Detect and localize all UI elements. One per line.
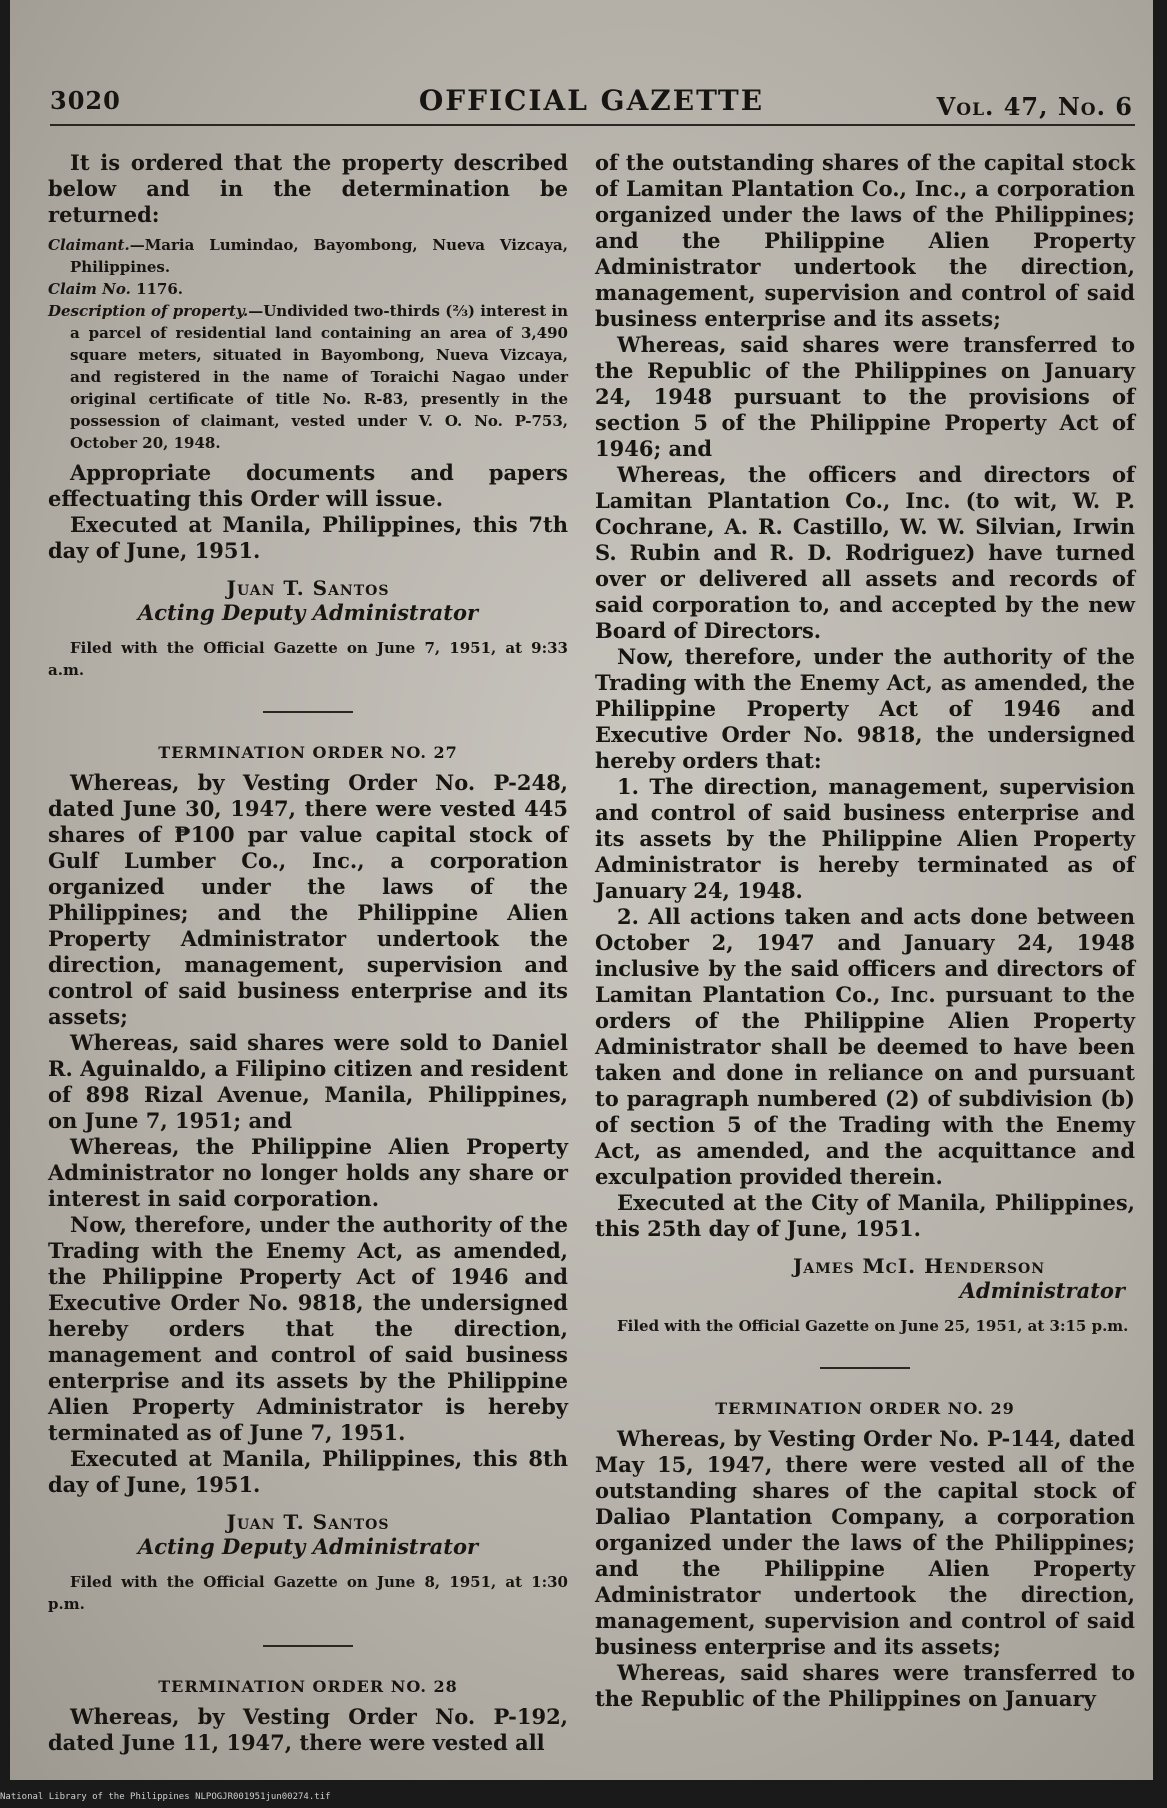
executed-clause-3: Executed at the City of Manila, Philippines, this 25th day of June, 1951.	[595, 1190, 1135, 1241]
gazette-page	[10, 0, 1153, 1780]
claimant-label: Claimant.	[48, 236, 130, 254]
signatory-title-3: Administrator	[959, 1278, 1125, 1303]
claimant-entry	[48, 234, 568, 278]
claim-number: 1176.	[136, 280, 184, 298]
executed-clause-1: Executed at Manila, Philippines, this 7th day of June, 1951.	[48, 512, 568, 563]
termination-order-29-heading: TERMINATION ORDER NO. 29	[715, 1399, 1015, 1418]
filed-note-1: Filed with the Official Gazette on June 7, 1951, at 9:33 a.m.	[48, 639, 568, 679]
filed-note-2: Filed with the Official Gazette on June 8, 1951, at 1:30 p.m.	[48, 1573, 568, 1613]
order-28-para-3: Whereas, the officers and directors of Lamitan Plantation Co., Inc. (to wit, W. P. Cochrane, A. R. Castillo, W. W. Silvian, Irwin S. Rubin and R. D. Rodriguez) have turned over or delivered all assets and records of said corporation to, and accepted by the new Board of Directors.	[595, 462, 1135, 643]
termination-order-28-heading: TERMINATION ORDER NO. 28	[158, 1677, 458, 1696]
filed-note-3: Filed with the Official Gazette on June 25, 1951, at 3:15 p.m.	[617, 1317, 1129, 1335]
section-divider	[263, 711, 353, 713]
volume-number: Vol. 47, No. 6	[936, 92, 1133, 121]
appropriate-documents: Appropriate documents and papers effectuating this Order will issue.	[48, 460, 568, 511]
order-29-para-1: Whereas, by Vesting Order No. P-144, dated May 15, 1947, there were vested all of the outstanding shares of the capital stock of Daliao Plantation Company, a corporation organized under the laws of the Philippines; and the Philippine Alien Property Administrator undertook the direction, management, supervision and control of said business enterprise and its assets;	[595, 1426, 1135, 1659]
signatory-title-2: Acting Deputy Administrator	[137, 1534, 479, 1559]
section-divider	[263, 1645, 353, 1647]
property-description-entry	[48, 300, 568, 454]
description-label: Description of property.	[48, 302, 249, 320]
claimant-text: —Maria Lumindao, Bayombong, Nueva Vizcaya, Philippines.	[70, 236, 568, 276]
order-28-para-1: Whereas, by Vesting Order No. P-192, dated June 11, 1947, there were vested all	[48, 1704, 568, 1755]
signatory-name-1: Juan T. Santos	[226, 576, 390, 600]
order-27-para-4: Now, therefore, under the authority of the Trading with the Enemy Act, as amended, the Philippine Property Act of 1946 and Executive Order No. 9818, the undersigned hereby orders that the direction, management and control of said business enterprise and its assets by the Philippine Alien Property Administrator is hereby terminated as of June 7, 1951.	[48, 1212, 568, 1445]
order-29-para-2: Whereas, said shares were transferred to the Republic of the Philippines on January	[595, 1660, 1135, 1711]
order-27-para-1: Whereas, by Vesting Order No. P-248, dated June 30, 1947, there were vested 445 shares of ₱100 par value capital stock of Gulf Lumber Co., Inc., a corporation organized under the laws of the Philippines; and the Philippine Alien Property Administrator undertook the direction, management, supervision and control of said business enterprise and its assets;	[48, 770, 568, 1029]
claim-number-entry	[48, 278, 568, 300]
description-text: —Undivided two-thirds (⅔) interest in a parcel of residential land containing an area of 3,490 square meters, situated in Bayombong, Nueva Vizcaya, and registered in the name of Toraichi Nagao under original certificate of title No. R-83, presently in the possession of claimant, vested under V. O. No. P-753, October 20, 1948.	[70, 302, 568, 452]
signatory-title-1: Acting Deputy Administrator	[137, 600, 479, 625]
section-divider	[820, 1367, 910, 1369]
page-number: 3020	[50, 86, 121, 115]
executed-clause-2: Executed at Manila, Philippines, this 8th day of June, 1951.	[48, 1446, 568, 1497]
page-header	[50, 78, 1133, 121]
right-column	[595, 150, 1135, 1712]
order-27-para-2: Whereas, said shares were sold to Daniel R. Aguinaldo, a Filipino citizen and resident of 898 Rizal Avenue, Manila, Philippines, on June 7, 1951; and	[48, 1030, 568, 1133]
order-28-para-2: Whereas, said shares were transferred to the Republic of the Philippines on January 24, 1948 pursuant to the provisions of section 5 of the Philippine Property Act of 1946; and	[595, 332, 1135, 461]
order-28-para-4: Now, therefore, under the authority of the Trading with the Enemy Act, as amended, the Philippine Property Act of 1946 and Executive Order No. 9818, the undersigned hereby orders that:	[595, 644, 1135, 773]
order-28-para-1-continued: of the outstanding shares of the capital stock of Lamitan Plantation Co., Inc., a corporation organized under the laws of the Philippines; and the Philippine Alien Property Administrator undertook the direction, management, supervision and control of said business enterprise and its assets;	[595, 150, 1135, 331]
termination-order-27-heading: TERMINATION ORDER NO. 27	[158, 743, 458, 762]
header-rule	[50, 124, 1135, 126]
claim-number-label: Claim No.	[48, 280, 131, 298]
order-28-item-2: 2. All actions taken and acts done between October 2, 1947 and January 24, 1948 inclusive by the said officers and directors of Lamitan Plantation Co., Inc. pursuant to the orders of the Philippine Alien Property Administrator shall be deemed to have been taken and done in reliance on and pursuant to paragraph numbered (2) of subdivision (b) of section 5 of the Trading with the Enemy Act, as amended, and the acquittance and exculpation provided therein.	[595, 904, 1135, 1189]
signatory-name-2: Juan T. Santos	[226, 1510, 390, 1534]
left-column	[48, 150, 568, 1756]
publication-title: OFFICIAL GAZETTE	[418, 84, 765, 117]
scan-footer: National Library of the Philippines NLPOGJR001951jun00274.tif	[0, 1792, 331, 1802]
order-28-item-1: 1. The direction, management, supervision and control of said business enterprise and its assets by the Philippine Alien Property Administrator is hereby terminated as of January 24, 1948.	[595, 774, 1135, 903]
signatory-name-3: James McI. Henderson	[792, 1254, 1045, 1278]
order-27-para-3: Whereas, the Philippine Alien Property Administrator no longer holds any share or interest in said corporation.	[48, 1134, 568, 1211]
order-intro: It is ordered that the property described below and in the determination be returned:	[48, 150, 568, 227]
